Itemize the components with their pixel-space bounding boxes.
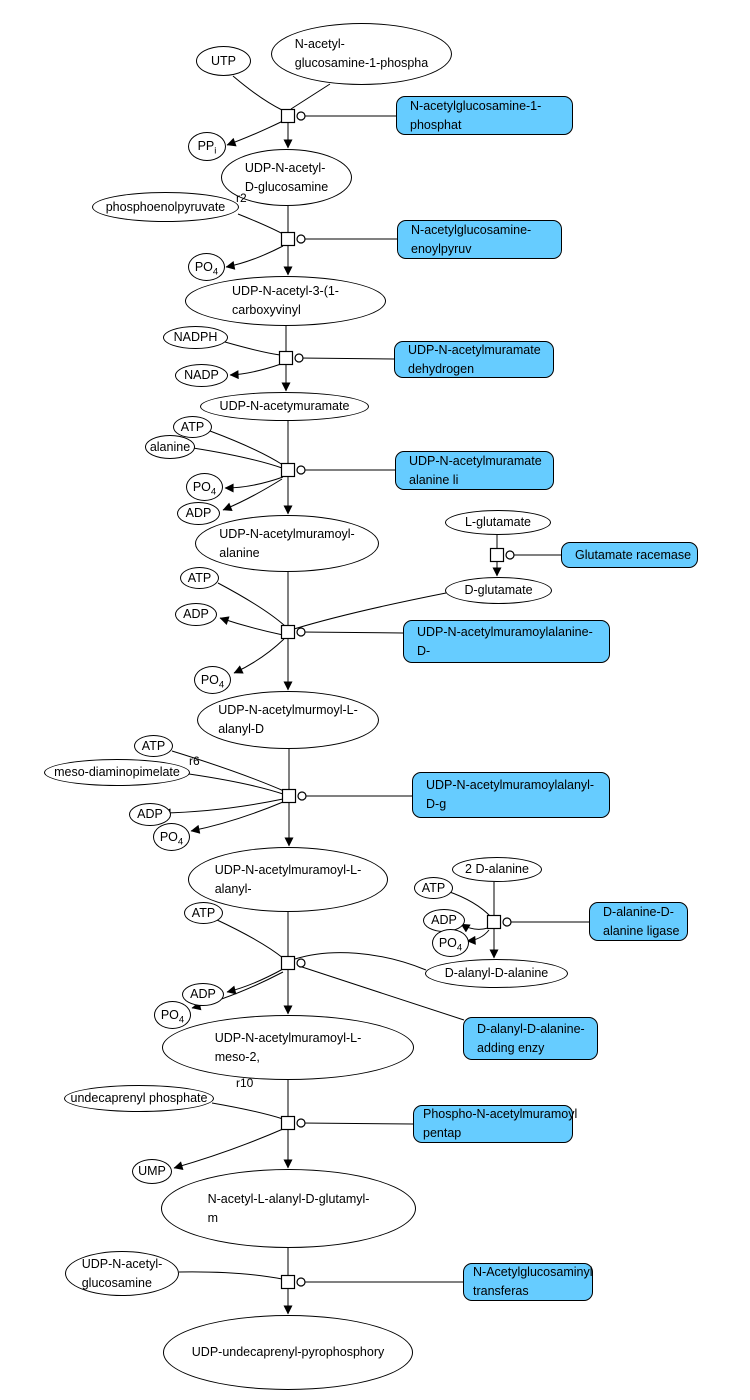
node-po4-r6[interactable]: $PO_4$ (153, 823, 190, 851)
edge-r1-to-ppi (227, 121, 283, 145)
edge-r5-to-enzyme6 (301, 632, 403, 633)
node-po4-r9[interactable]: $PO_4$ (154, 1001, 191, 1029)
enzyme-d-alanine-d-alanine-ligase[interactable]: D-alanine-D- alanine ligase (589, 902, 688, 941)
node-po4-r4[interactable]: $PO_4$ (186, 473, 223, 501)
edge-meso-to-r6 (189, 774, 283, 794)
enzyme-d-alanyl-d-alanine-adding-enzy[interactable]: D-alanyl-D-alanine- adding enzy (463, 1017, 598, 1060)
enzyme-n-acetylglucosaminyl-transferas[interactable]: N-Acetylglucosaminyl transferas (463, 1263, 593, 1301)
node-po4-r2[interactable]: $PO_4$ (188, 253, 225, 281)
reaction-node-d-alanine-ligase[interactable] (488, 916, 512, 929)
edge-r6-to-po4 (191, 802, 283, 831)
node-atp-ligase[interactable]: ATP (414, 877, 453, 899)
node-adp-r5[interactable]: ADP (175, 603, 217, 626)
enzyme-n-acetylglucosamine-enoylpyruv[interactable]: N-acetylglucosamine- enoylpyruv (397, 220, 562, 259)
node-n-acetyl-glucosamine-1-phospha[interactable]: N-acetyl- glucosamine-1-phospha (271, 23, 452, 85)
node-utp[interactable]: UTP (196, 46, 251, 76)
node-udp-n-acetyl-glucosamine[interactable]: UDP-N-acetyl- glucosamine (65, 1251, 179, 1296)
node-atp-r9[interactable]: ATP (184, 902, 223, 924)
enzyme-phospho-n-acetylmuramoyl-pentap[interactable]: Phospho-N-acetylmuramoyl pentap (413, 1105, 573, 1143)
edge-r5-to-po4 (234, 639, 284, 673)
node-adp-r9[interactable]: ADP (182, 983, 224, 1006)
node-undecaprenyl-phosphate[interactable]: undecaprenyl phosphate (64, 1085, 214, 1112)
node-alanine[interactable]: alanine (145, 435, 195, 459)
reaction-label-r2: r2 (236, 191, 247, 205)
node-po4-ligase[interactable]: $PO_4$ (432, 929, 469, 957)
edge-dala-to-r9 (295, 953, 426, 970)
edge-r9-to-adp (227, 969, 283, 992)
node-atp-r5[interactable]: ATP (180, 567, 219, 589)
edge-atp-to-r5 (218, 583, 285, 626)
edge-r6-to-adp (162, 799, 283, 813)
reaction-node-r10[interactable] (282, 1117, 306, 1130)
node-d-glutamate[interactable]: D-glutamate (445, 577, 552, 604)
reaction-node-r11[interactable] (282, 1276, 306, 1289)
edge-undp-to-r10 (212, 1103, 283, 1119)
edge-ddl-to-adp (461, 924, 488, 929)
node-adp-ligase[interactable]: ADP (423, 909, 465, 932)
reaction-node-glutamate-racemase[interactable] (491, 549, 515, 562)
node-adp-r4[interactable]: ADP (177, 502, 220, 525)
edge-r10-to-ump (174, 1129, 283, 1168)
edge-r3-to-enzyme3 (299, 358, 394, 359)
reaction-label-r10: r10 (236, 1076, 254, 1090)
edge-atp-to-r4 (210, 431, 283, 465)
enzyme-udp-n-acetylmuramate-dehydrogen[interactable]: UDP-N-acetylmuramate dehydrogen (394, 341, 554, 378)
node-udp-n-acetyl-3-1-carboxyvinyl[interactable]: UDP-N-acetyl-3-(1- carboxyvinyl (185, 276, 386, 326)
node-udp-n-acetylmuramoyl-l-alanyl[interactable]: UDP-N-acetylmuramoyl-L- alanyl- (188, 847, 388, 912)
edge-utp-to-r1 (233, 76, 282, 110)
reaction-node-r5[interactable] (282, 626, 306, 639)
edge-r10-to-enzyme10 (301, 1123, 413, 1124)
edge-r4-to-adp (223, 479, 282, 510)
node-2-d-alanine[interactable]: 2 D-alanine (452, 857, 542, 882)
reaction-node-r1[interactable] (282, 110, 306, 123)
node-udp-n-acetylmuramoyl-l-meso-2[interactable]: UDP-N-acetylmuramoyl-L- meso-2, (162, 1015, 414, 1080)
enzyme-glutamate-racemase[interactable]: Glutamate racemase (561, 542, 698, 568)
edge-r2-to-po4 (226, 246, 283, 267)
edge-nadph-to-r3 (225, 342, 280, 355)
edge-nag1p-to-r1 (291, 84, 330, 109)
reaction-node-r6[interactable] (283, 790, 307, 803)
node-udp-n-acetylmurmoyl-l-alanyl-d[interactable]: UDP-N-acetylmurmoyl-L- alanyl-D (197, 691, 379, 749)
edge-r3-to-nadp (230, 364, 281, 375)
reaction-node-r4[interactable] (282, 464, 306, 477)
edge-pep-to-r2 (238, 214, 283, 234)
node-udp-n-acetymuramate[interactable]: UDP-N-acetymuramate (200, 392, 369, 421)
enzyme-udp-n-acetylmuramate-alanine-li[interactable]: UDP-N-acetylmuramate alanine li (395, 451, 554, 490)
reaction-label-r6: r6 (189, 754, 200, 768)
node-meso-diaminopimelate[interactable]: meso-diaminopimelate (44, 759, 190, 786)
enzyme-udp-n-acetylmuramoylalanine-d[interactable]: UDP-N-acetylmuramoylalanine- D- (403, 620, 610, 663)
node-adp-r6[interactable]: ADP (129, 803, 171, 826)
reaction-node-r3[interactable] (280, 352, 304, 365)
node-ump[interactable]: UMP (132, 1159, 172, 1184)
node-nadp[interactable]: NADP (175, 364, 228, 387)
node-atp-r4[interactable]: ATP (173, 416, 212, 438)
edge-r4-to-po4 (225, 477, 283, 488)
edge-ddl-to-po4 (467, 930, 489, 941)
node-l-glutamate[interactable]: L-glutamate (445, 510, 551, 535)
edge-udpnag2-to-r11 (179, 1272, 282, 1279)
edge-alanine-to-r4 (193, 448, 282, 468)
node-phosphoenolpyruvate[interactable]: phosphoenolpyruvate (92, 192, 239, 222)
node-udp-n-acetyl-d-glucosamine[interactable]: UDP-N-acetyl- D-glucosamine (221, 149, 352, 206)
reaction-node-r2[interactable] (282, 233, 306, 246)
node-udp-undecaprenyl-pyrophosphory[interactable]: UDP-undecaprenyl-pyrophosphory (163, 1315, 413, 1390)
enzyme-n-acetylglucosamine-1-phosphat[interactable]: N-acetylglucosamine-1- phosphat (396, 96, 573, 135)
enzyme-udp-n-acetylmuramoylalanyl-d-g[interactable]: UDP-N-acetylmuramoylalanyl- D-g (412, 772, 610, 818)
node-d-alanyl-d-alanine[interactable]: D-alanyl-D-alanine (425, 959, 568, 988)
edge-r5-to-adp (220, 618, 283, 635)
edge-atp-to-r9 (215, 919, 283, 958)
node-ppi[interactable]: $PP_i$ (188, 132, 226, 161)
node-atp-r6[interactable]: ATP (134, 735, 173, 757)
node-udp-n-acetylmuramoyl-alanine[interactable]: UDP-N-acetylmuramoyl- alanine (195, 515, 379, 572)
node-nadph[interactable]: NADPH (163, 326, 228, 349)
node-n-acetyl-l-alanyl-d-glutamyl-m[interactable]: N-acetyl-L-alanyl-D-glutamyl- m (161, 1169, 416, 1248)
node-po4-r5[interactable]: $PO_4$ (194, 666, 231, 694)
reaction-node-r9[interactable] (282, 957, 306, 970)
